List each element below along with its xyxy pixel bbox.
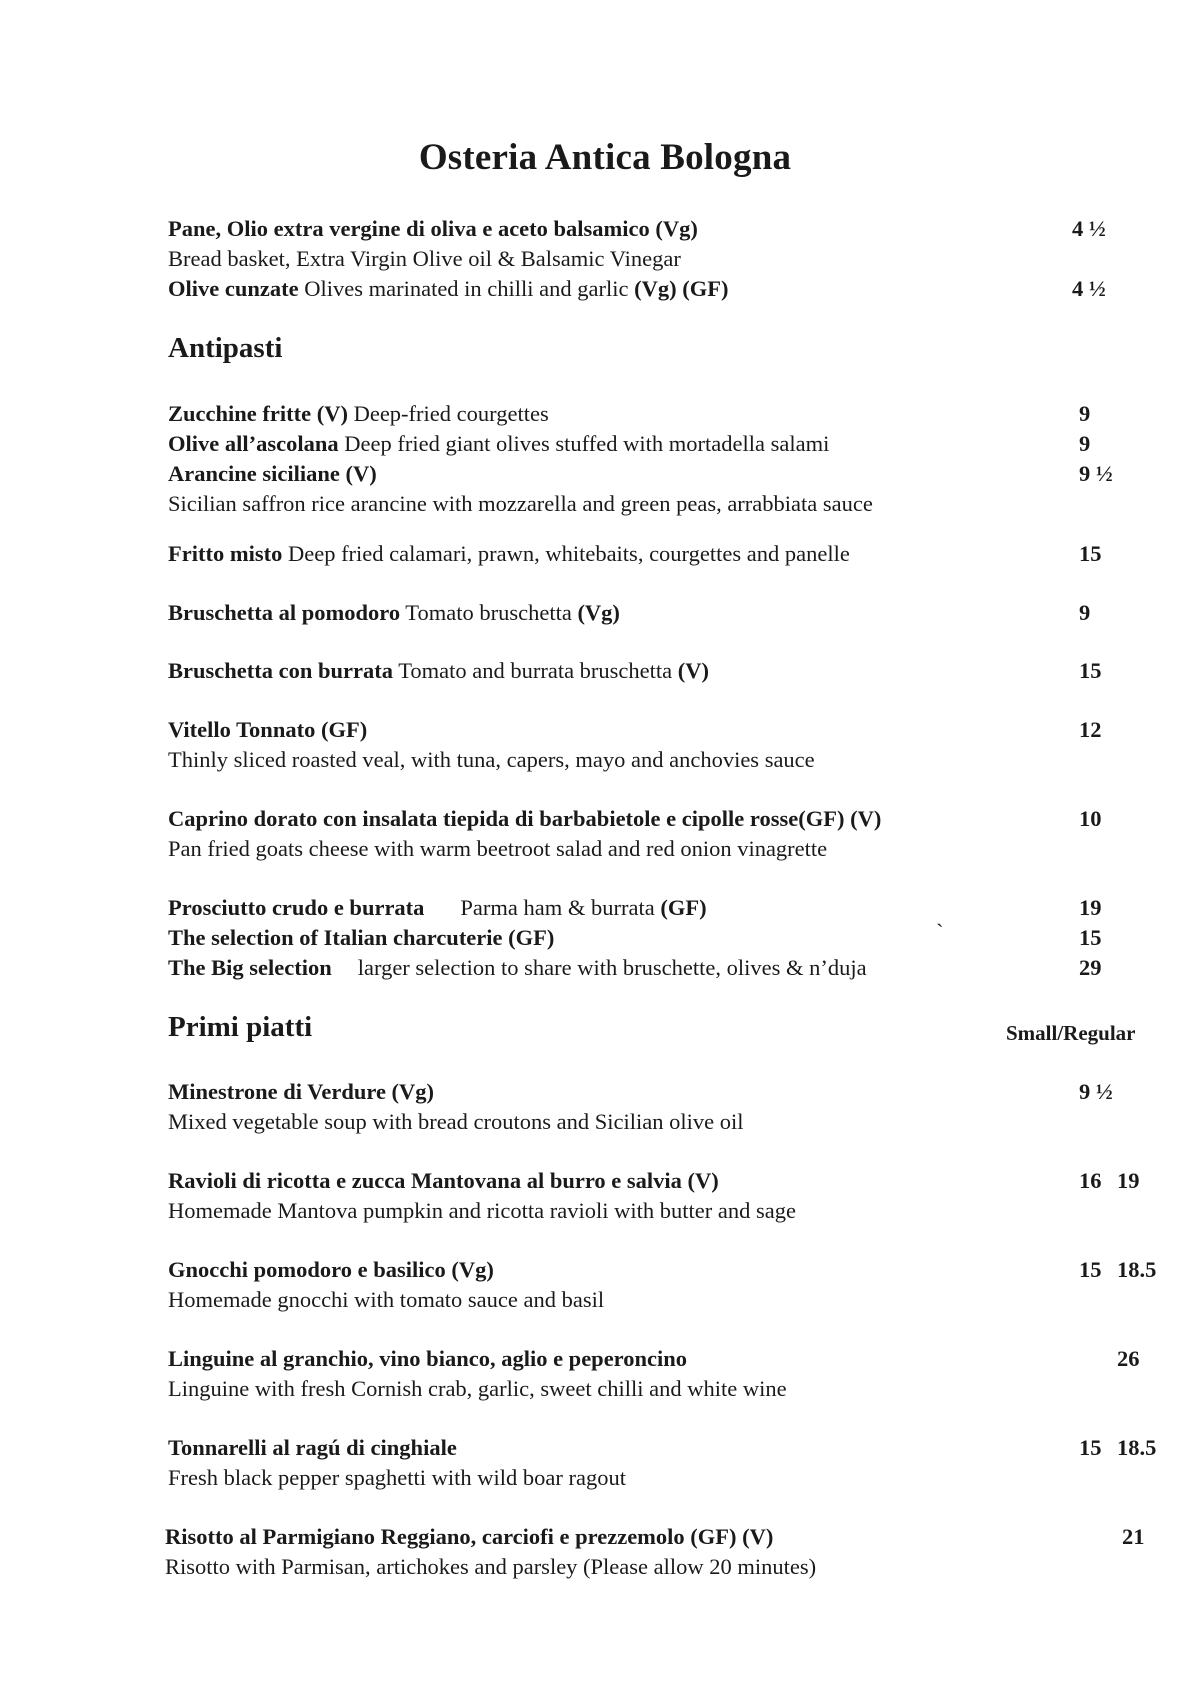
caprino-description: Pan fried goats cheese with warm beetroot salad and red onion vinagrette <box>168 836 828 861</box>
arancine-price: 9 ½ <box>1079 461 1113 486</box>
ravioli-description: Homemade Mantova pumpkin and ricotta ravioli with butter and sage <box>168 1198 796 1223</box>
minestrone-item <box>168 1078 434 1106</box>
bruschetta-burrata-tags: (V) <box>677 658 710 683</box>
zucchine-description: Deep-fried courgettes <box>347 401 549 426</box>
olives-name: Olive cunzate <box>168 276 299 301</box>
selection-item <box>168 924 554 952</box>
restaurant-title: Osteria Antica Bologna <box>418 137 792 178</box>
zucchine-name: Zucchine fritte (V) <box>168 401 348 426</box>
vitello-item <box>168 716 367 744</box>
minestrone-description: Mixed vegetable soup with bread croutons and Sicilian olive oil <box>168 1109 744 1134</box>
bread-item <box>168 215 698 243</box>
vitello-description: Thinly sliced roasted veal, with tuna, capers, mayo and anchovies sauce <box>168 747 815 772</box>
minestrone-price: 9 ½ <box>1079 1079 1113 1104</box>
risotto-price: 21 <box>1122 1524 1145 1549</box>
big-selection-description: larger selection to share with bruschette, olives & n’duja <box>357 955 867 980</box>
linguine-item <box>168 1345 687 1373</box>
fritto-price: 15 <box>1079 541 1102 566</box>
vitello-name: Vitello Tonnato (GF) <box>168 717 368 742</box>
tonnarelli-name: Tonnarelli al ragú di cinghiale <box>168 1435 457 1460</box>
gnocchi-name: Gnocchi pomodoro e basilico (Vg) <box>168 1257 494 1282</box>
ravioli-name: Ravioli di ricotta e zucca Mantovana al burro e salvia (V) <box>168 1168 719 1193</box>
tonnarelli-item <box>168 1434 457 1462</box>
bread-name: Pane, Olio extra vergine di oliva e aceto balsamico (Vg) <box>168 216 698 241</box>
tonnarelli-price-regular: 18.5 <box>1117 1435 1157 1460</box>
minestrone-name: Minestrone di Verdure (Vg) <box>168 1079 435 1104</box>
arancine-name: Arancine siciliane (V) <box>168 461 377 486</box>
prosciutto-item <box>168 894 707 922</box>
bruschetta-pomodoro-price: 9 <box>1079 600 1091 625</box>
linguine-price: 26 <box>1117 1346 1140 1371</box>
risotto-name: Risotto al Parmigiano Reggiano, carciofi e prezzemolo (GF) (V) <box>165 1524 774 1549</box>
bruschetta-pomodoro-tags: (Vg) <box>577 600 620 625</box>
zucchine-item <box>168 400 549 428</box>
olives-tags: (Vg) (GF) <box>634 276 729 301</box>
arancine-description: Sicilian saffron rice arancine with mozzarella and green peas, arrabbiata sauce <box>168 491 873 516</box>
bruschetta-burrata-description: Tomato and burrata bruschetta <box>392 658 678 683</box>
caprino-name: Caprino dorato con insalata tiepida di barbabietole e cipolle rosse(GF) (V) <box>168 806 882 831</box>
selection-mark: ` <box>936 919 944 944</box>
gnocchi-description: Homemade gnocchi with tomato sauce and basil <box>168 1287 605 1312</box>
prosciutto-price: 19 <box>1079 895 1102 920</box>
olives-price: 4 ½ <box>1072 276 1106 301</box>
gnocchi-item <box>168 1256 494 1284</box>
olives-description: Olives marinated in chilli and garlic <box>298 276 635 301</box>
bruschetta-pomodoro-name: Bruschetta al pomodoro <box>168 600 401 625</box>
caprino-item <box>168 805 881 833</box>
section-heading-primi: Primi piatti <box>168 1011 313 1043</box>
fritto-name: Fritto misto <box>168 541 283 566</box>
ravioli-price-small: 16 <box>1079 1168 1102 1193</box>
vitello-price: 12 <box>1079 717 1102 742</box>
gnocchi-price-small: 15 <box>1079 1257 1102 1282</box>
big-selection-name: The Big selection <box>168 955 332 980</box>
prosciutto-tags: (GF) <box>660 895 707 920</box>
prosciutto-name: Prosciutto crudo e burrata <box>168 895 425 920</box>
fritto-description: Deep fried calamari, prawn, whitebaits, courgettes and panelle <box>282 541 850 566</box>
selection-price: 15 <box>1079 925 1102 950</box>
ascolana-item <box>168 430 829 458</box>
ascolana-name: Olive all’ascolana <box>168 431 339 456</box>
bread-description: Bread basket, Extra Virgin Olive oil & Balsamic Vinegar <box>168 246 681 271</box>
bruschetta-burrata-price: 15 <box>1079 658 1102 683</box>
gnocchi-price-regular: 18.5 <box>1117 1257 1157 1282</box>
caprino-price: 10 <box>1079 806 1102 831</box>
tonnarelli-description: Fresh black pepper spaghetti with wild boar ragout <box>168 1465 627 1490</box>
size-note: Small/Regular <box>1006 1021 1136 1045</box>
risotto-description: Risotto with Parmisan, artichokes and parsley (Please allow 20 minutes) <box>165 1554 817 1579</box>
linguine-name: Linguine al granchio, vino bianco, aglio e peperoncino <box>168 1346 688 1371</box>
risotto-item <box>165 1523 773 1551</box>
ravioli-price-regular: 19 <box>1117 1168 1140 1193</box>
big-selection-price: 29 <box>1079 955 1102 980</box>
bruschetta-pomodoro-description: Tomato bruschetta <box>400 600 578 625</box>
olives-item <box>168 275 728 303</box>
arancine-item <box>168 460 377 488</box>
zucchine-price: 9 <box>1079 401 1091 426</box>
section-heading-antipasti: Antipasti <box>168 332 283 364</box>
bruschetta-pomodoro-item <box>168 599 620 627</box>
big-selection-item <box>168 954 867 982</box>
ascolana-description: Deep fried giant olives stuffed with mortadella salami <box>338 431 830 456</box>
prosciutto-description: Parma ham & burrata <box>460 895 661 920</box>
ravioli-item <box>168 1167 719 1195</box>
linguine-description: Linguine with fresh Cornish crab, garlic, sweet chilli and white wine <box>168 1376 787 1401</box>
bruschetta-burrata-name: Bruschetta con burrata <box>168 658 393 683</box>
bread-price: 4 ½ <box>1072 216 1106 241</box>
ascolana-price: 9 <box>1079 431 1091 456</box>
fritto-item <box>168 540 850 568</box>
bruschetta-burrata-item <box>168 657 709 685</box>
selection-name: The selection of Italian charcuterie (GF) <box>168 925 555 950</box>
tonnarelli-price-small: 15 <box>1079 1435 1102 1460</box>
